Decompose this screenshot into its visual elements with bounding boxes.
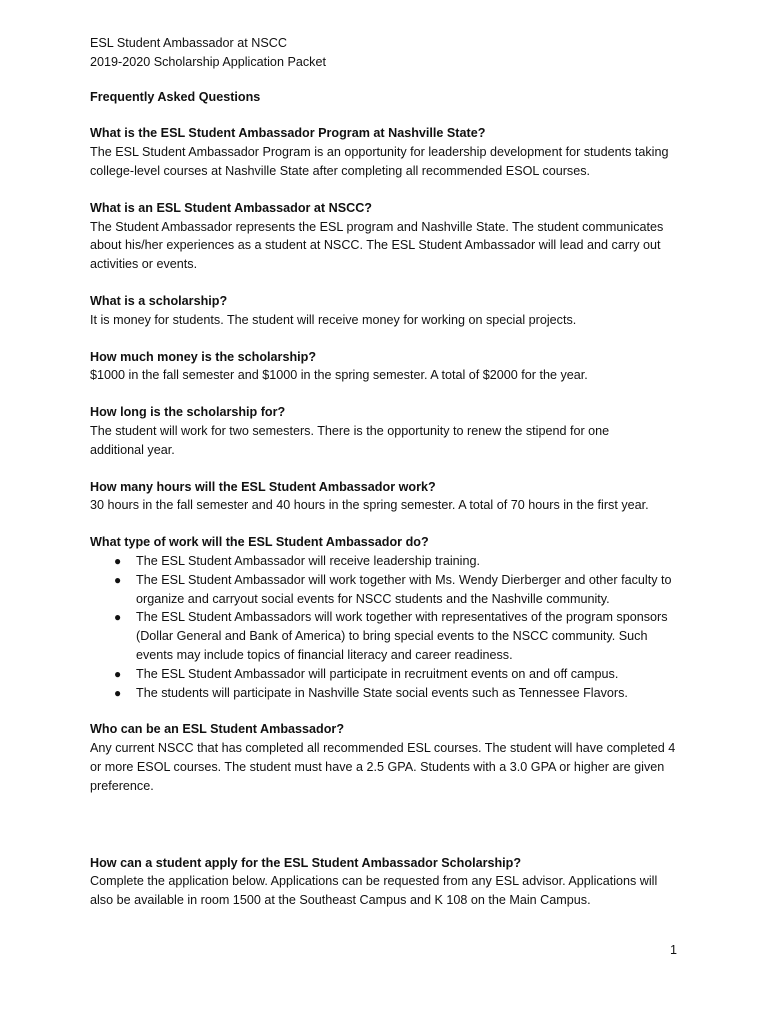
faq-answer-line: also be available in room 1500 at the Southeast Campus and K 108 on the Main Campus.	[90, 893, 591, 908]
faq-apply	[90, 854, 690, 910]
faq-eligibility	[90, 720, 690, 795]
faq-answer-line: $1000 in the fall semester and $1000 in the spring semester. A total of $2000 for the year.	[90, 368, 588, 383]
faq-answer-line: The Student Ambassador represents the ESL program and Nashville State. The student communicates	[90, 219, 664, 234]
faq-answer-line: The student will work for two semesters. There is the opportunity to renew the stipend for one	[90, 423, 610, 438]
bullet-icon: ●	[114, 685, 122, 700]
list-item	[90, 665, 690, 684]
bullet-line: The ESL Student Ambassador will receive leadership training.	[136, 553, 480, 568]
faq-answer-line: additional year.	[90, 442, 175, 457]
faq-answer-line: Any current NSCC that has completed all recommended ESL courses. The student will have completed 4	[90, 741, 676, 756]
page-number: 1	[670, 943, 678, 957]
faq-answer-line: preference.	[90, 778, 154, 793]
document-page	[90, 34, 690, 910]
faq-answer-line: college-level courses at Nashville State after completing all recommended ESOL courses.	[90, 163, 591, 178]
faq-answer-line: 30 hours in the fall semester and 40 hours in the spring semester. A total of 70 hours in the first year.	[90, 498, 649, 513]
faq-question: What is the ESL Student Ambassador Program at Nashville State?	[90, 126, 486, 141]
faq-work	[90, 533, 690, 702]
faq-duration	[90, 403, 690, 459]
list-item	[90, 684, 690, 703]
bullet-line: The students will participate in Nashville State social events such as Tennessee Flavors.	[136, 685, 628, 700]
faq-answer-line: about his/her experiences as a student at NSCC. The ESL Student Ambassador will lead and carry out	[90, 238, 661, 253]
faq-program	[90, 124, 690, 180]
bullet-line: events may include topics of financial literacy and career readiness.	[136, 647, 513, 662]
faq-hours	[90, 478, 690, 516]
faq-question: What is an ESL Student Ambassador at NSCC?	[90, 200, 373, 215]
faq-answer-line: Complete the application below. Applications can be requested from any ESL advisor. Applications will	[90, 874, 658, 889]
faq-answer-line: activities or events.	[90, 257, 198, 272]
header-line-1: ESL Student Ambassador at NSCC	[90, 36, 287, 50]
faq-title: Frequently Asked Questions	[90, 89, 261, 104]
bullet-line: (Dollar General and Bank of America) to bring special events to the NSCC community. Such	[136, 629, 648, 644]
list-item	[90, 608, 690, 664]
bullet-line: The ESL Student Ambassador will work together with Ms. Wendy Dierberger and other faculty to	[136, 572, 672, 587]
bullet-icon: ●	[114, 666, 122, 681]
faq-question: What is a scholarship?	[90, 293, 228, 308]
faq-question: What type of work will the ESL Student Ambassador do?	[90, 535, 429, 550]
faq-question: How can a student apply for the ESL Student Ambassador Scholarship?	[90, 855, 522, 870]
bullet-icon: ●	[114, 610, 122, 625]
faq-answer-line: The ESL Student Ambassador Program is an opportunity for leadership development for students taking	[90, 145, 669, 160]
faq-ambassador	[90, 199, 690, 274]
faq-answer-line: or more ESOL courses. The student must have a 2.5 GPA. Students with a 3.0 GPA or higher are given	[90, 759, 665, 774]
faq-question: How much money is the scholarship?	[90, 349, 317, 364]
bullet-icon: ●	[114, 553, 122, 568]
faq-question: How many hours will the ESL Student Ambassador work?	[90, 479, 436, 494]
faq-money	[90, 348, 690, 386]
faq-scholarship	[90, 292, 690, 330]
list-item	[90, 552, 690, 571]
bullet-icon: ●	[114, 572, 122, 587]
bullet-line: The ESL Student Ambassador will participate in recruitment events on and off campus.	[136, 666, 619, 681]
list-item	[90, 571, 690, 609]
faq-answer-line: It is money for students. The student will receive money for working on special projects.	[90, 312, 577, 327]
header-line-2: 2019-2020 Scholarship Application Packet	[90, 54, 326, 69]
faq-question: How long is the scholarship for?	[90, 405, 286, 420]
work-bullet-list	[90, 552, 690, 702]
bullet-line: The ESL Student Ambassadors will work together with representatives of the program sponsors	[136, 610, 668, 625]
bullet-line: organize and carryout social events for NSCC students and the Nashville community.	[136, 591, 610, 606]
faq-question: Who can be an ESL Student Ambassador?	[90, 722, 345, 737]
